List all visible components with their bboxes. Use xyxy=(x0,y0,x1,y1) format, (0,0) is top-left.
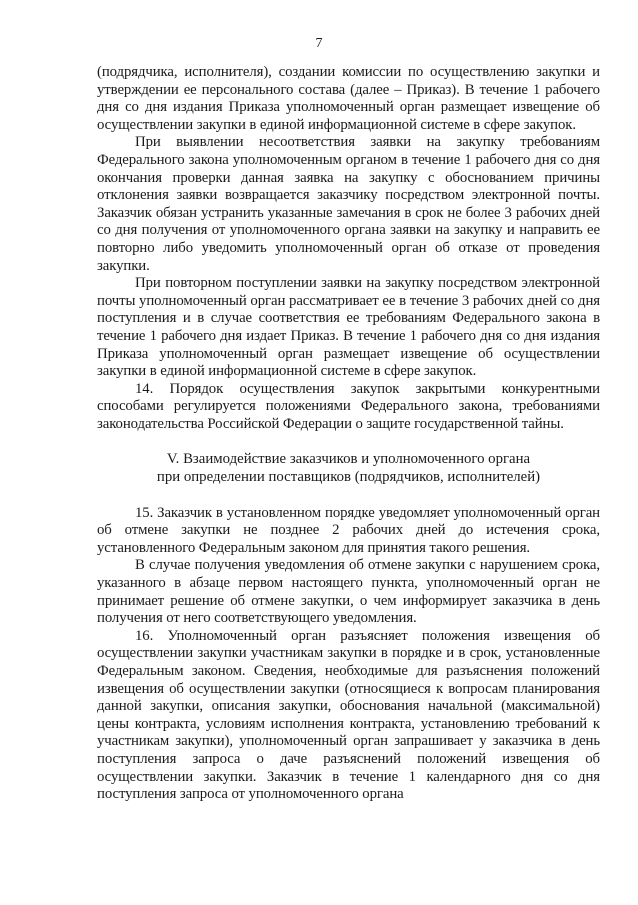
paragraph-item-15: 15. Заказчик в установленном порядке уведомляет уполномоченный орган об отмене закупки не позднее 2 рабочих дней до истечения срока, установленного Федеральным законом для принятия такого решения. xyxy=(97,504,600,556)
paragraph-continuation: (подрядчика, исполнителя), создании комиссии по осуществлению закупки и утверждении ее персонального состава (далее – Приказ). В течение 1 рабочего дня со дня издания Приказа уполномоченный орган размещает извещение об осуществлении закупки в единой информационной системе в сфере закупок. xyxy=(97,64,600,133)
page-number: 7 xyxy=(315,36,323,51)
paragraph-mismatch-return: При выявлении несоответствия заявки на закупку требованиям Федерального закона уполномоченным органом в течение 1 рабочего дня со дня окончания проверки данная заявка на закупку с обоснованием причины отклонения заявки возвращается заказчику посредством электронной почты. Заказчик обязан устранить указанные замечания в срок не более 3 рабочих дней со дня получения от уполномоченного органа заявки на закупку и направить ее повторно либо уведомить уполномоченный орган об отказе от проведения закупки. xyxy=(97,134,600,274)
section-heading-line-2: при определении поставщиков (подрядчиков, исполнителей) xyxy=(156,469,541,486)
document-body xyxy=(97,64,600,804)
paragraph-resubmission: При повторном поступлении заявки на закупку посредством электронной почты уполномоченный орган рассматривает ее в течение 3 рабочих дней со дня поступления и в случае соответствия ее требованиям Федерального закона в течение 1 рабочего дня издает Приказ. В течение 1 рабочего дня со дня издания Приказа уполномоченный орган размещает извещение об осуществлении закупки в единой информационной системе в сфере закупок. xyxy=(97,275,600,380)
paragraph-item-14: 14. Порядок осуществления закупок закрытыми конкурентными способами регулируется положениями Федерального закона, требованиями законодательства Российской Федерации о защите государственной тайны. xyxy=(97,380,600,432)
paragraph-item-16: 16. Уполномоченный орган разъясняет положения извещения об осуществлении закупки участникам закупки в порядке и в срок, установленные Федеральным законом. Сведения, необходимые для разъяснения положений извещения об осуществлении закупки (относящиеся к вопросам планирования данной закупки, описания закупки, обоснования начальной (максимальной) цены контракта, условиям исполнения контракта, установлению требований к участникам закупки), уполномоченный орган запрашивает у заказчика в день поступления запроса о даче разъяснений положений извещения об осуществлении закупки. Заказчик в течение 1 календарного дня со дня поступления запроса от уполномоченного органа xyxy=(97,627,600,803)
section-heading-line-1: V. Взаимодействие заказчиков и уполномоченного органа xyxy=(166,451,531,468)
section-heading-v xyxy=(97,433,600,504)
paragraph-cancellation-notice: В случае получения уведомления об отмене закупки с нарушением срока, указанного в абзаце первом настоящего пункта, уполномоченный орган не принимает решение об отмене закупки, о чем информирует заказчика в день получения от него соответствующего уведомления. xyxy=(97,557,600,627)
